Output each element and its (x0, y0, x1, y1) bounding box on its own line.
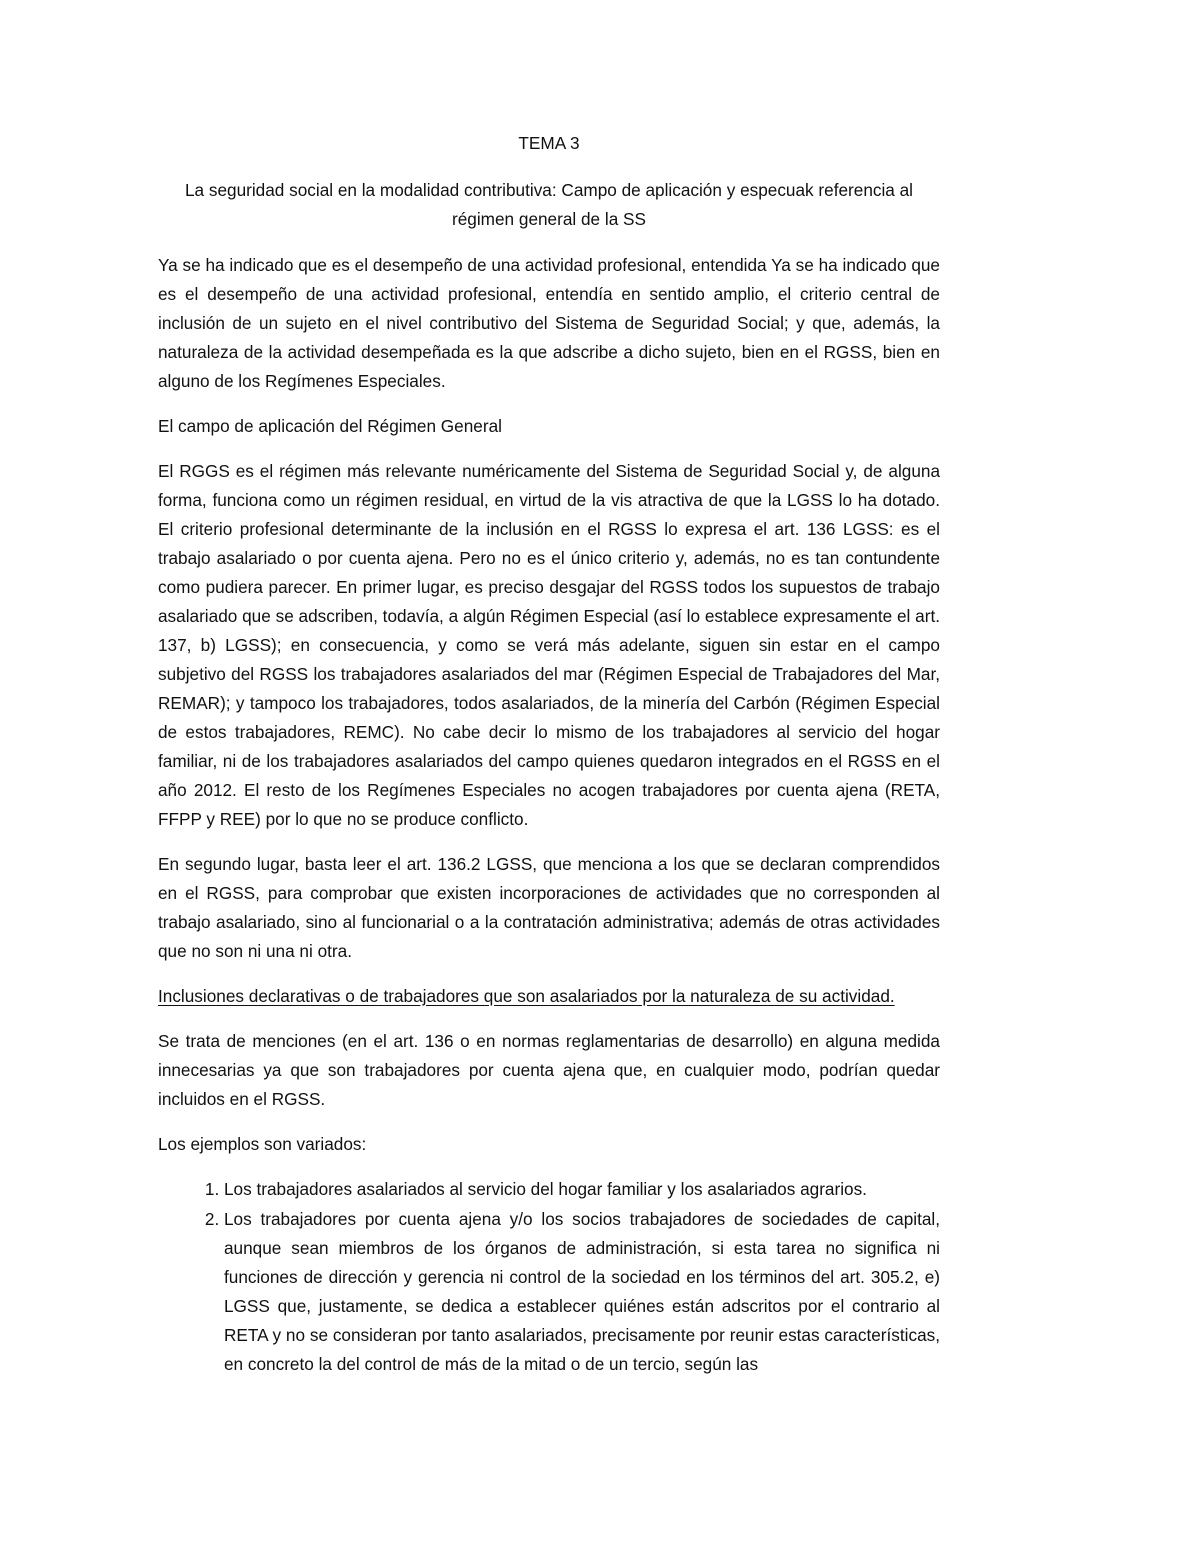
document-page (158, 128, 940, 1380)
paragraph-menciones: Se trata de menciones (en el art. 136 o en normas reglamentarias de desarrollo) en alguna medida innecesarias ya que son trabajadores por cuenta ajena que, en cualquier modo, podrían quedar incluidos en el RGSS. (158, 1031, 940, 1109)
paragraph-segundo-lugar: En segundo lugar, basta leer el art. 136.2 LGSS, que menciona a los que se declaran comprendidos en el RGSS, para comprobar que existen incorporaciones de actividades que no corresponden al trabajo asalariado, sino al funcionarial o a la contratación administrativa; además de otras actividades que no son ni una ni otra. (158, 854, 940, 961)
list-item: 2. Los trabajadores por cuenta ajena y/o los socios trabajadores de sociedades de capital, aunque sean miembros de los órganos de administración, si esta tarea no significa ni funciones de dirección y gerencia ni control de la sociedad en los términos del art. 305.2, e) LGSS que, justamente, se dedica a establecer quiénes están adscritos por el contrario al RETA y no se consideran por tanto asalariados, precisamente por reunir estas características, en concreto la del control de más de la mitad o de un tercio, según las (224, 1205, 940, 1379)
list-item: 1. Los trabajadores asalariados al servicio del hogar familiar y los asalariados agrarios. (224, 1175, 940, 1204)
section-heading-inclusiones-declarativas: Inclusiones declarativas o de trabajadores que son asalariados por la naturaleza de su actividad. (158, 986, 895, 1006)
paragraph-ejemplos: Los ejemplos son variados: (158, 1134, 367, 1154)
paragraph-rggs: El RGGS es el régimen más relevante numéricamente del Sistema de Seguridad Social y, de alguna forma, funciona como un régimen residual, en virtud de la vis atractiva de que la LGSS lo ha dotado. El criterio profesional determinante de la inclusión en el RGSS lo expresa el art. 136 LGSS: es el trabajo asalariado o por cuenta ajena. Pero no es el único criterio y, además, no es tan contundente como pudiera parecer. En primer lugar, es preciso desgajar del RGSS todos los supuestos de trabajo asalariado que se adscriben, todavía, a algún Régimen Especial (así lo establece expresamente el art. 137, b) LGSS); en consecuencia, y como se verá más adelante, siguen sin estar en el campo subjetivo del RGSS los trabajadores asalariados del mar (Régimen Especial de Trabajadores del Mar, REMAR); y tampoco los trabajadores, todos asalariados, de la minería del Carbón (Régimen Especial de estos trabajadores, REMC). No cabe decir lo mismo de los trabajadores al servicio del hogar familiar, ni de los trabajadores asalariados del campo quienes quedaron integrados en el RGSS en el año 2012. El resto de los Regímenes Especiales no acogen trabajadores por cuenta ajena (RETA, FFPP y REE) por lo que no se produce conflicto. (158, 461, 940, 829)
section-heading-campo-aplicacion: El campo de aplicación del Régimen General (158, 416, 502, 436)
examples-list (158, 1175, 940, 1379)
paragraph-intro: Ya se ha indicado que es el desempeño de una actividad profesional, entendida Ya se ha indicado que es el desempeño de una actividad profesional, entendía en sentido amplio, el criterio central de inclusión de un sujeto en el nivel contributivo del Sistema de Seguridad Social; y que, además, la naturaleza de la actividad desempeñada es la que adscribe a dicho sujeto, bien en el RGSS, bien en alguno de los Regímenes Especiales. (158, 255, 940, 391)
document-subtitle: La seguridad social en la modalidad contributiva: Campo de aplicación y especuak referencia al régimen general de la SS (184, 180, 914, 229)
document-title: TEMA 3 (518, 133, 580, 153)
